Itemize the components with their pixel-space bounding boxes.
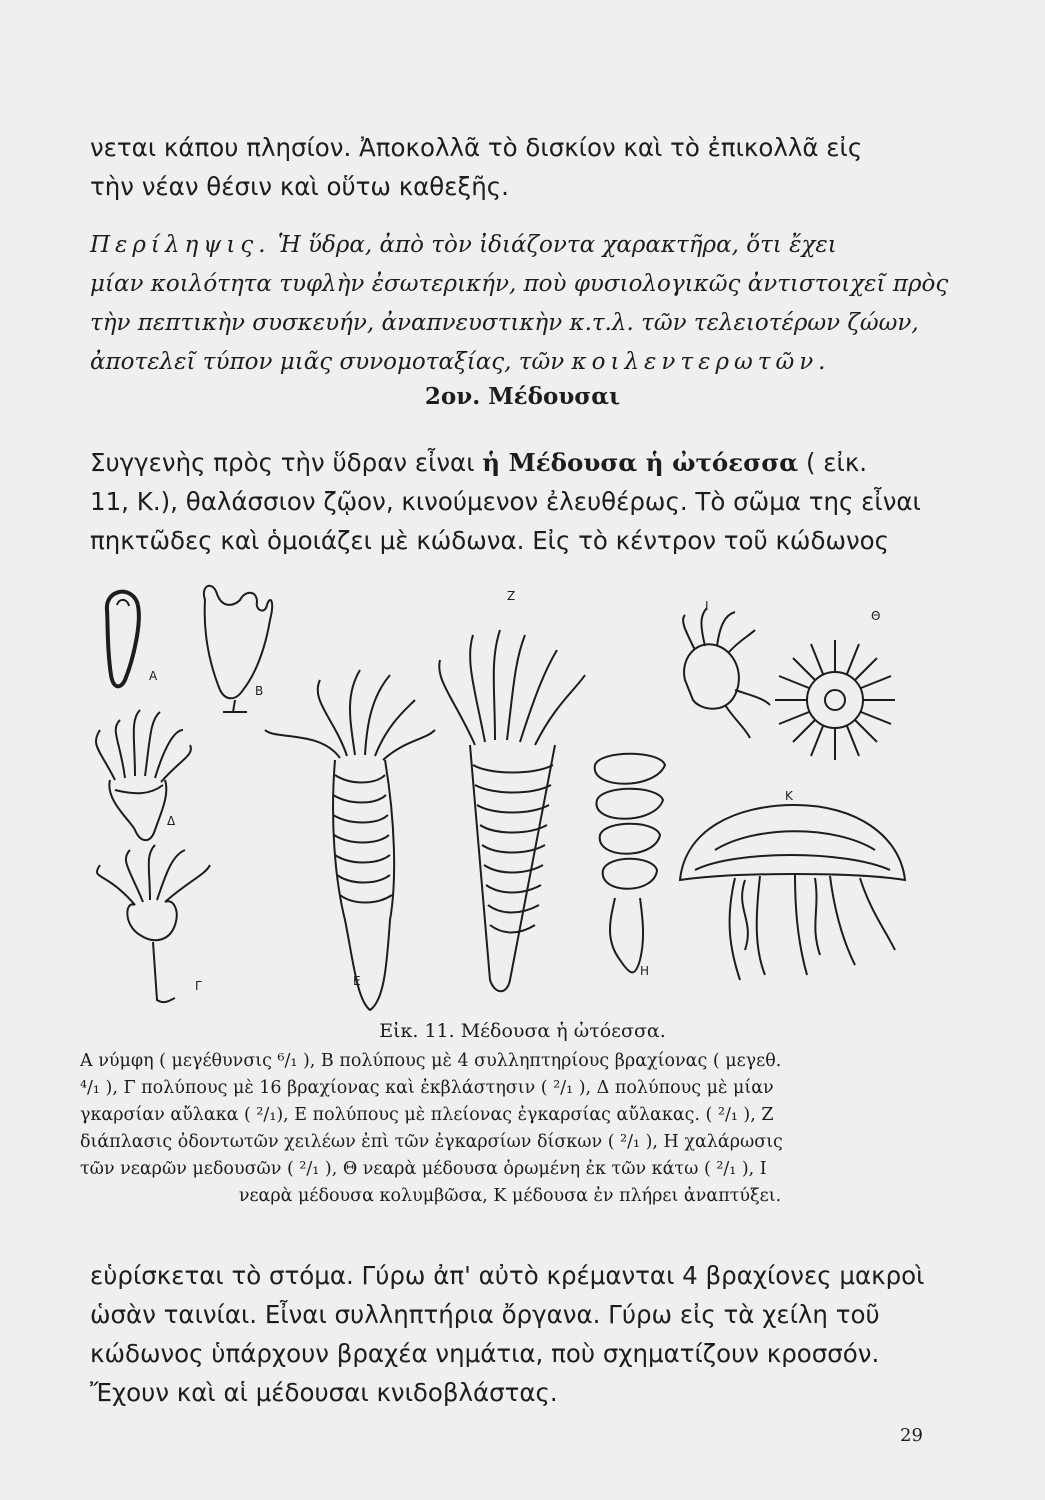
figure-label: Γ (195, 979, 202, 993)
text-line: κώδωνος ὑπάρχουν βραχέα νημάτια, ποὺ σχηματίζουν κροσσόν. (90, 1339, 880, 1368)
figure-label: Β (255, 684, 264, 698)
caption-line: ⁴/₁ ), Γ πολύπους μὲ 16 βραχίονας καὶ ἐκβλάστησιν ( ²/₁ ), Δ πολύπους μὲ μίαν (80, 1078, 774, 1098)
summary-label: Περίληψις. (90, 232, 271, 258)
paragraph-bottom (90, 1256, 940, 1412)
figure-z-strobila (439, 630, 585, 991)
text-line: εὑρίσκεται τὸ στόμα. Γύρω ἀπ' αὐτὸ κρέμανται 4 βραχίονες μακροὶ (90, 1261, 925, 1290)
figure-k-adult-medusa (680, 805, 905, 980)
figure-label: Ζ (507, 589, 516, 603)
paragraph-top (90, 128, 940, 206)
page-number: 29 (900, 1425, 923, 1446)
figure-label: Θ (871, 609, 881, 623)
text-line (90, 443, 940, 482)
caption-line: τῶν νεαρῶν μεδουσῶν ( ²/₁ ), Θ νεαρὰ μέδουσα ὁρωμένη ἐκ τῶν κάτω ( ²/₁ ), Ι (80, 1159, 767, 1179)
text-line: νεται κάπου πλησίον. Ἀποκολλᾶ τὸ δισκίον καὶ τὸ ἐπικολλᾶ εἰς (90, 133, 863, 162)
text-line: τὴν νέαν θέσιν καὶ οὕτω καθεξῆς. (90, 172, 509, 201)
figure-label: Ε (353, 974, 361, 988)
figure-caption (80, 1048, 940, 1210)
text-line: 11, Κ.), θαλάσσιον ζῷον, κινούμενον ἐλευθέρως. Τὸ σῶμα της εἶναι (90, 487, 921, 516)
text-line: τὴν πεπτικὴν συσκευήν, ἀναπνευστικὴν κ.τ.λ. τῶν τελειοτέρων ζώων, (90, 310, 919, 336)
summary-paragraph (90, 226, 949, 382)
text-run: Συγγενὴς πρὸς τὴν ὕδραν εἶναι (90, 448, 475, 477)
figure-label: Η (640, 964, 650, 978)
figure-label: Δ (167, 814, 176, 828)
species-name: ἡ Μέδουσα ἡ ὠτόεσσα (482, 448, 799, 477)
figure-i-young-medusa (683, 608, 770, 738)
caption-line: νεαρὰ μέδουσα κολυμβῶσα, Κ μέδουσα ἐν πλήρει ἀναπτύξει. (238, 1186, 782, 1206)
figure-label: Κ (785, 789, 793, 803)
figure-caption-title: Εἰκ. 11. Μέδουσα ἡ ὠτόεσσα. (379, 1020, 666, 1042)
paragraph-medusa (90, 443, 940, 560)
figure-label: Ι (705, 599, 709, 613)
text-line (90, 343, 940, 382)
figure-d-polyp (96, 710, 191, 840)
figure-g-polyp (97, 845, 210, 1002)
figure-a-nymph (107, 592, 139, 687)
text-line: ὡσὰν ταινίαι. Εἶναι συλληπτήρια ὄργανα. Γύρω εἰς τὰ χείλη τοῦ (90, 1300, 880, 1329)
medusa-lifecycle-illustration (95, 580, 935, 1020)
text-line (90, 226, 940, 265)
text-line: Ἔχουν καὶ αἱ μέδουσαι κνιδοβλάστας. (90, 1378, 558, 1407)
caption-line: Α νύμφη ( μεγέθυνσις ⁶/₁ ), Β πολύπους μὲ 4 συλληπτηρίους βραχίονας ( μεγεθ. (80, 1051, 782, 1071)
summary-term: κοιλεντερωτῶν. (571, 349, 831, 375)
figure-h-strobila (595, 754, 665, 973)
text-run: ( εἰκ. (805, 448, 868, 477)
figure-e-polyp (265, 670, 435, 1010)
caption-line: γκαρσίαν αὔλακα ( ²/₁), Ε πολύπους μὲ πλείονας ἐγκαρσίας αὔλακας. ( ²/₁ ), Ζ (80, 1105, 774, 1125)
caption-line: διάπλασις ὀδοντωτῶν χειλέων ἐπὶ τῶν ἐγκαρσίων δίσκων ( ²/₁ ), Η χαλάρωσις (80, 1132, 783, 1152)
figure-th-young-medusa (775, 640, 895, 760)
text-line: πηκτῶδες καὶ ὁμοιάζει μὲ κώδωνα. Εἰς τὸ κέντρον τοῦ κώδωνος (90, 526, 890, 555)
summary-text: ἀποτελεῖ τύπον μιᾶς συνομοταξίας, τῶν (90, 349, 565, 375)
text-line: μίαν κοιλότητα τυφλὴν ἐσωτερικήν, ποὺ φυσιολογικῶς ἀντιστοιχεῖ πρὸς (90, 271, 949, 297)
figure-label: Α (149, 669, 158, 683)
section-heading: 2ον. Μέδουσαι (424, 383, 621, 410)
summary-text: Ἡ ὕδρα, ἀπὸ τὸν ἰδιάζοντα χαρακτῆρα, ὅτι ἔχει (277, 232, 837, 258)
